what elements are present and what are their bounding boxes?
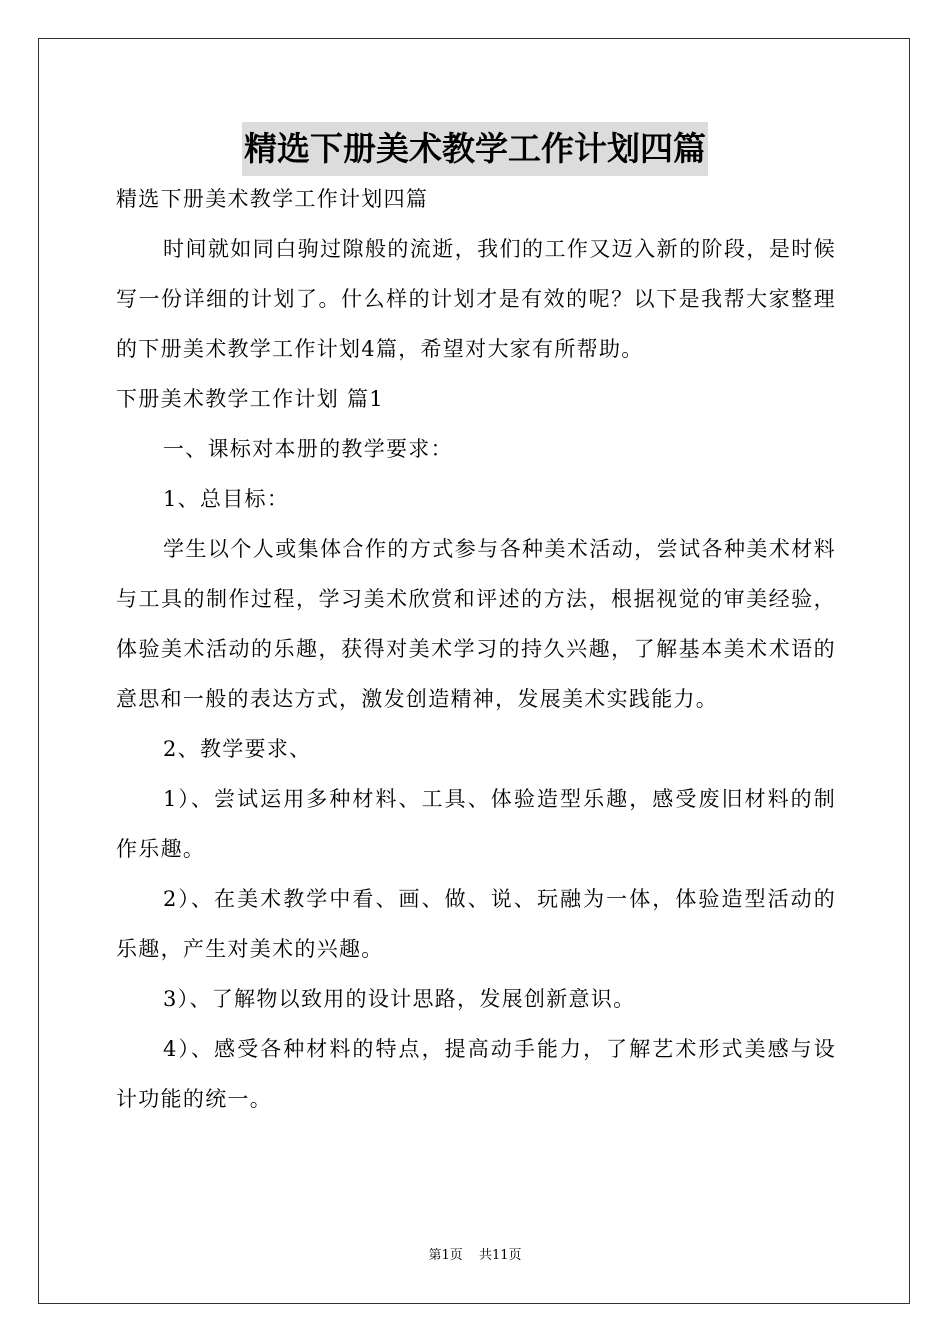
paragraph: 3）、了解物以致用的设计思路，发展创新意识。 [163, 987, 636, 1011]
paragraph: 学生以个人或集体合作的方式参与各种美术活动，尝试各种美术材料与工具的制作过程，学习美术欣赏和评述的方法，根据视觉的审美经验，体验美术活动的乐趣，获得对美术学习的持久兴趣，了解基本美术术语的意思和一般的表达方式，激发创造精神，发展美术实践能力。 [116, 537, 836, 711]
page-number: 第1页 [428, 1248, 463, 1263]
paragraph: 时间就如同白驹过隙般的流逝，我们的工作又迈入新的阶段，是时候写一份详细的计划了。什么样的计划才是有效的呢？以下是我帮大家整理的下册美术教学工作计划4篇，希望对大家有所帮助。 [116, 237, 836, 361]
paragraph: 精选下册美术教学工作计划四篇 [116, 187, 429, 211]
page-total: 共11页 [478, 1248, 522, 1263]
paragraph: 2）、在美术教学中看、画、做、说、玩融为一体，体验造型活动的乐趣，产生对美术的兴趣。 [116, 887, 836, 961]
paragraph: 2、教学要求、 [163, 737, 312, 761]
title-area [0, 122, 950, 176]
document-title: 精选下册美术教学工作计划四篇 [242, 122, 708, 176]
paragraph: 1、总目标： [163, 487, 290, 511]
paragraph: 4）、感受各种材料的特点，提高动手能力，了解艺术形式美感与设计功能的统一。 [116, 1037, 836, 1111]
section-heading: 下册美术教学工作计划 篇1 [116, 387, 384, 411]
paragraph: 一、课标对本册的教学要求： [163, 437, 453, 461]
document-body [116, 174, 836, 1124]
paragraph: 1）、尝试运用多种材料、工具、体验造型乐趣，感受废旧材料的制作乐趣。 [116, 787, 836, 861]
page-footer [0, 1246, 950, 1266]
